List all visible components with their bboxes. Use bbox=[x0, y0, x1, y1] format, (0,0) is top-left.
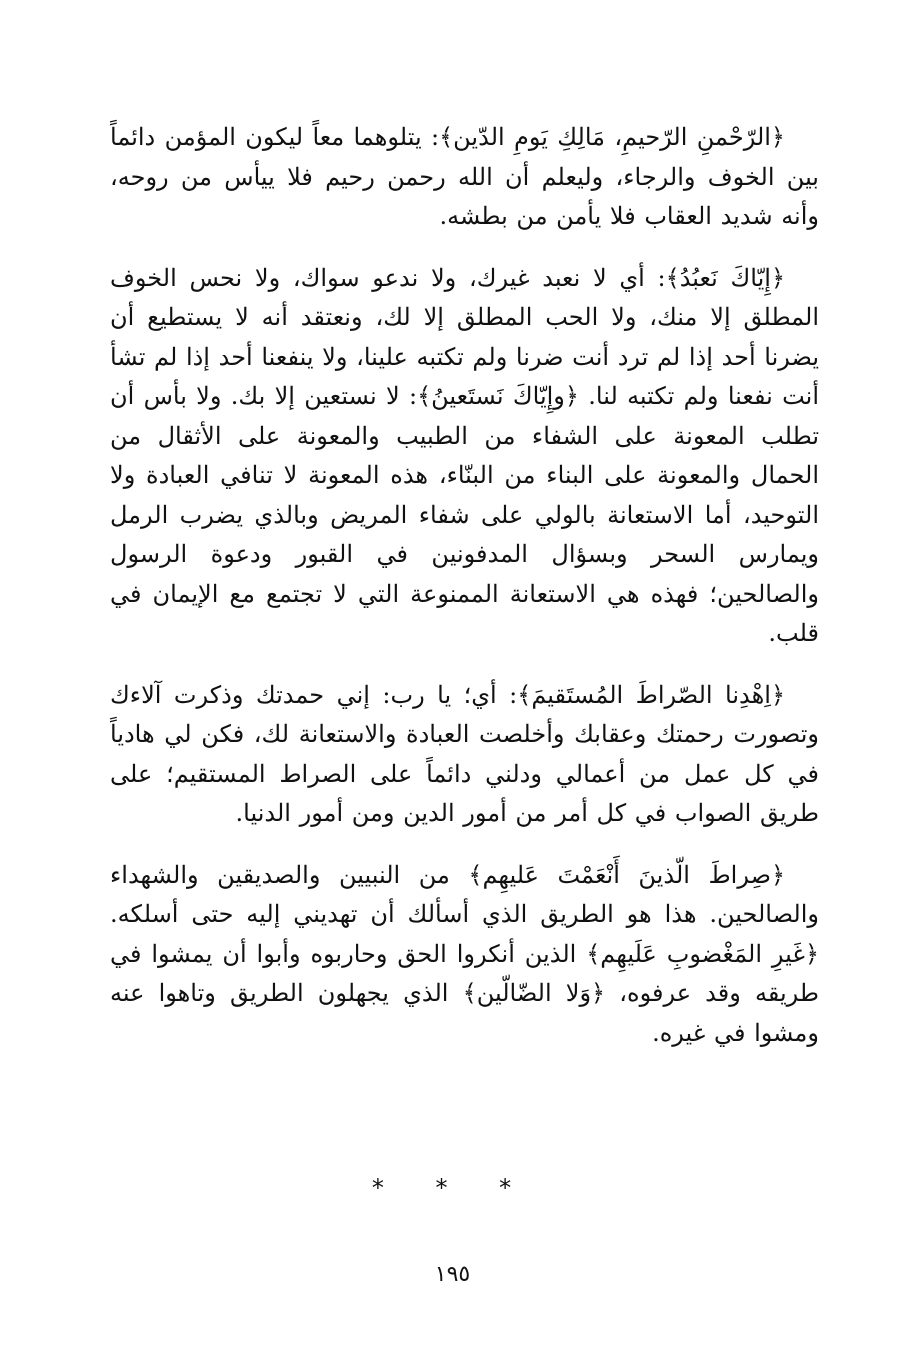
quran-verse: ﴿غَيرِ المَغْضوبِ عَلَيهِم﴾ bbox=[586, 939, 820, 968]
section-separator: * * * bbox=[371, 1174, 534, 1202]
paragraph-text: : أي لا نعبد غيرك، ولا ندعو سواك، ولا نحس الخوف المطلق إلا منك، ولا الحب المطلق إلا لك، ونعتقد أنه لا يستطيع أن يضرنا أحد إذا لم ترد أنت ضرنا ولم تكتبه علينا، ولا ينفعنا أحد إذا لم تشأ أنت نفعنا ولم تكتبه لنا. bbox=[110, 263, 819, 410]
page-content bbox=[110, 118, 819, 1075]
quran-verse: ﴿صِراطَ الّذينَ أَنْعَمْتَ عَليهِم﴾ bbox=[468, 860, 786, 889]
quran-verse: ﴿الرّحْمنِ الرّحيمِ، مَالِكِ يَومِ الدّين﴾ bbox=[439, 123, 785, 151]
paragraph-text: : يتلوهما معاً ليكون المؤمن دائماً بين الخوف والرجاء، وليعلم أن الله رحمن رحيم فلا ييأس من روحه، وأنه شديد العقاب فلا يأمن من بطشه. bbox=[110, 123, 819, 230]
paragraph-text: من النبيين والصديقين والشهداء والصالحين. هذا هو الطريق الذي أسألك أن تهديني إليه حتى أسلكه. bbox=[110, 860, 819, 928]
paragraph-text: : أي؛ يا رب: إني حمدتك وذكرت آلاءك وتصورت رحمتك وعقابك وأخلصت العبادة والاستعانة لك، فكن لي هادياً في كل عمل من أعمالي ودلني دائماً على الصراط المستقيم؛ على طريق الصواب في كل أمر من أمور الدين ومن أمور الدنيا. bbox=[110, 680, 819, 827]
quran-verse: ﴿وَلا الضّالّين﴾ bbox=[462, 979, 606, 1007]
paragraph-1 bbox=[110, 118, 819, 237]
paragraph-3 bbox=[110, 676, 819, 834]
paragraph-text: الذين أنكروا الحق وحاربوه وأبوا أن يمشوا في طريقه وقد عرفوه، bbox=[110, 939, 819, 1007]
quran-verse: ﴿وإِيّاكَ نَستَعينُ﴾ bbox=[417, 382, 579, 410]
paragraph-text: الذي يجهلون الطريق وتاهوا عنه ومشوا في غيره. bbox=[110, 979, 819, 1047]
quran-verse: ﴿اِهْدِنا الصّراطَ المُستَقيمَ﴾ bbox=[517, 680, 786, 709]
paragraph-text: : لا نستعين إلا بك. ولا بأس أن تطلب المعونة على الشفاء من الطبيب والمعونة على الأثقال من الحمال والمعونة على البناء من البنّاء، هذه المعونة لا تنافي العبادة ولا التوحيد، أما الاستعانة بالولي على شفاء المريض وبالذي يضرب الرمل ويمارس السحر وبسؤال المدفونين في القبور ودعوة الرسول والصالحين؛ فهذه هي الاستعانة الممنوعة التي لا تجتمع مع الإيمان في قلب. bbox=[110, 382, 819, 647]
paragraph-2 bbox=[110, 259, 819, 654]
paragraph-4 bbox=[110, 856, 819, 1054]
page-number: ١٩٥ bbox=[434, 1262, 471, 1287]
quran-verse: ﴿إِيّاكَ نَعبُدُ﴾ bbox=[665, 263, 786, 292]
